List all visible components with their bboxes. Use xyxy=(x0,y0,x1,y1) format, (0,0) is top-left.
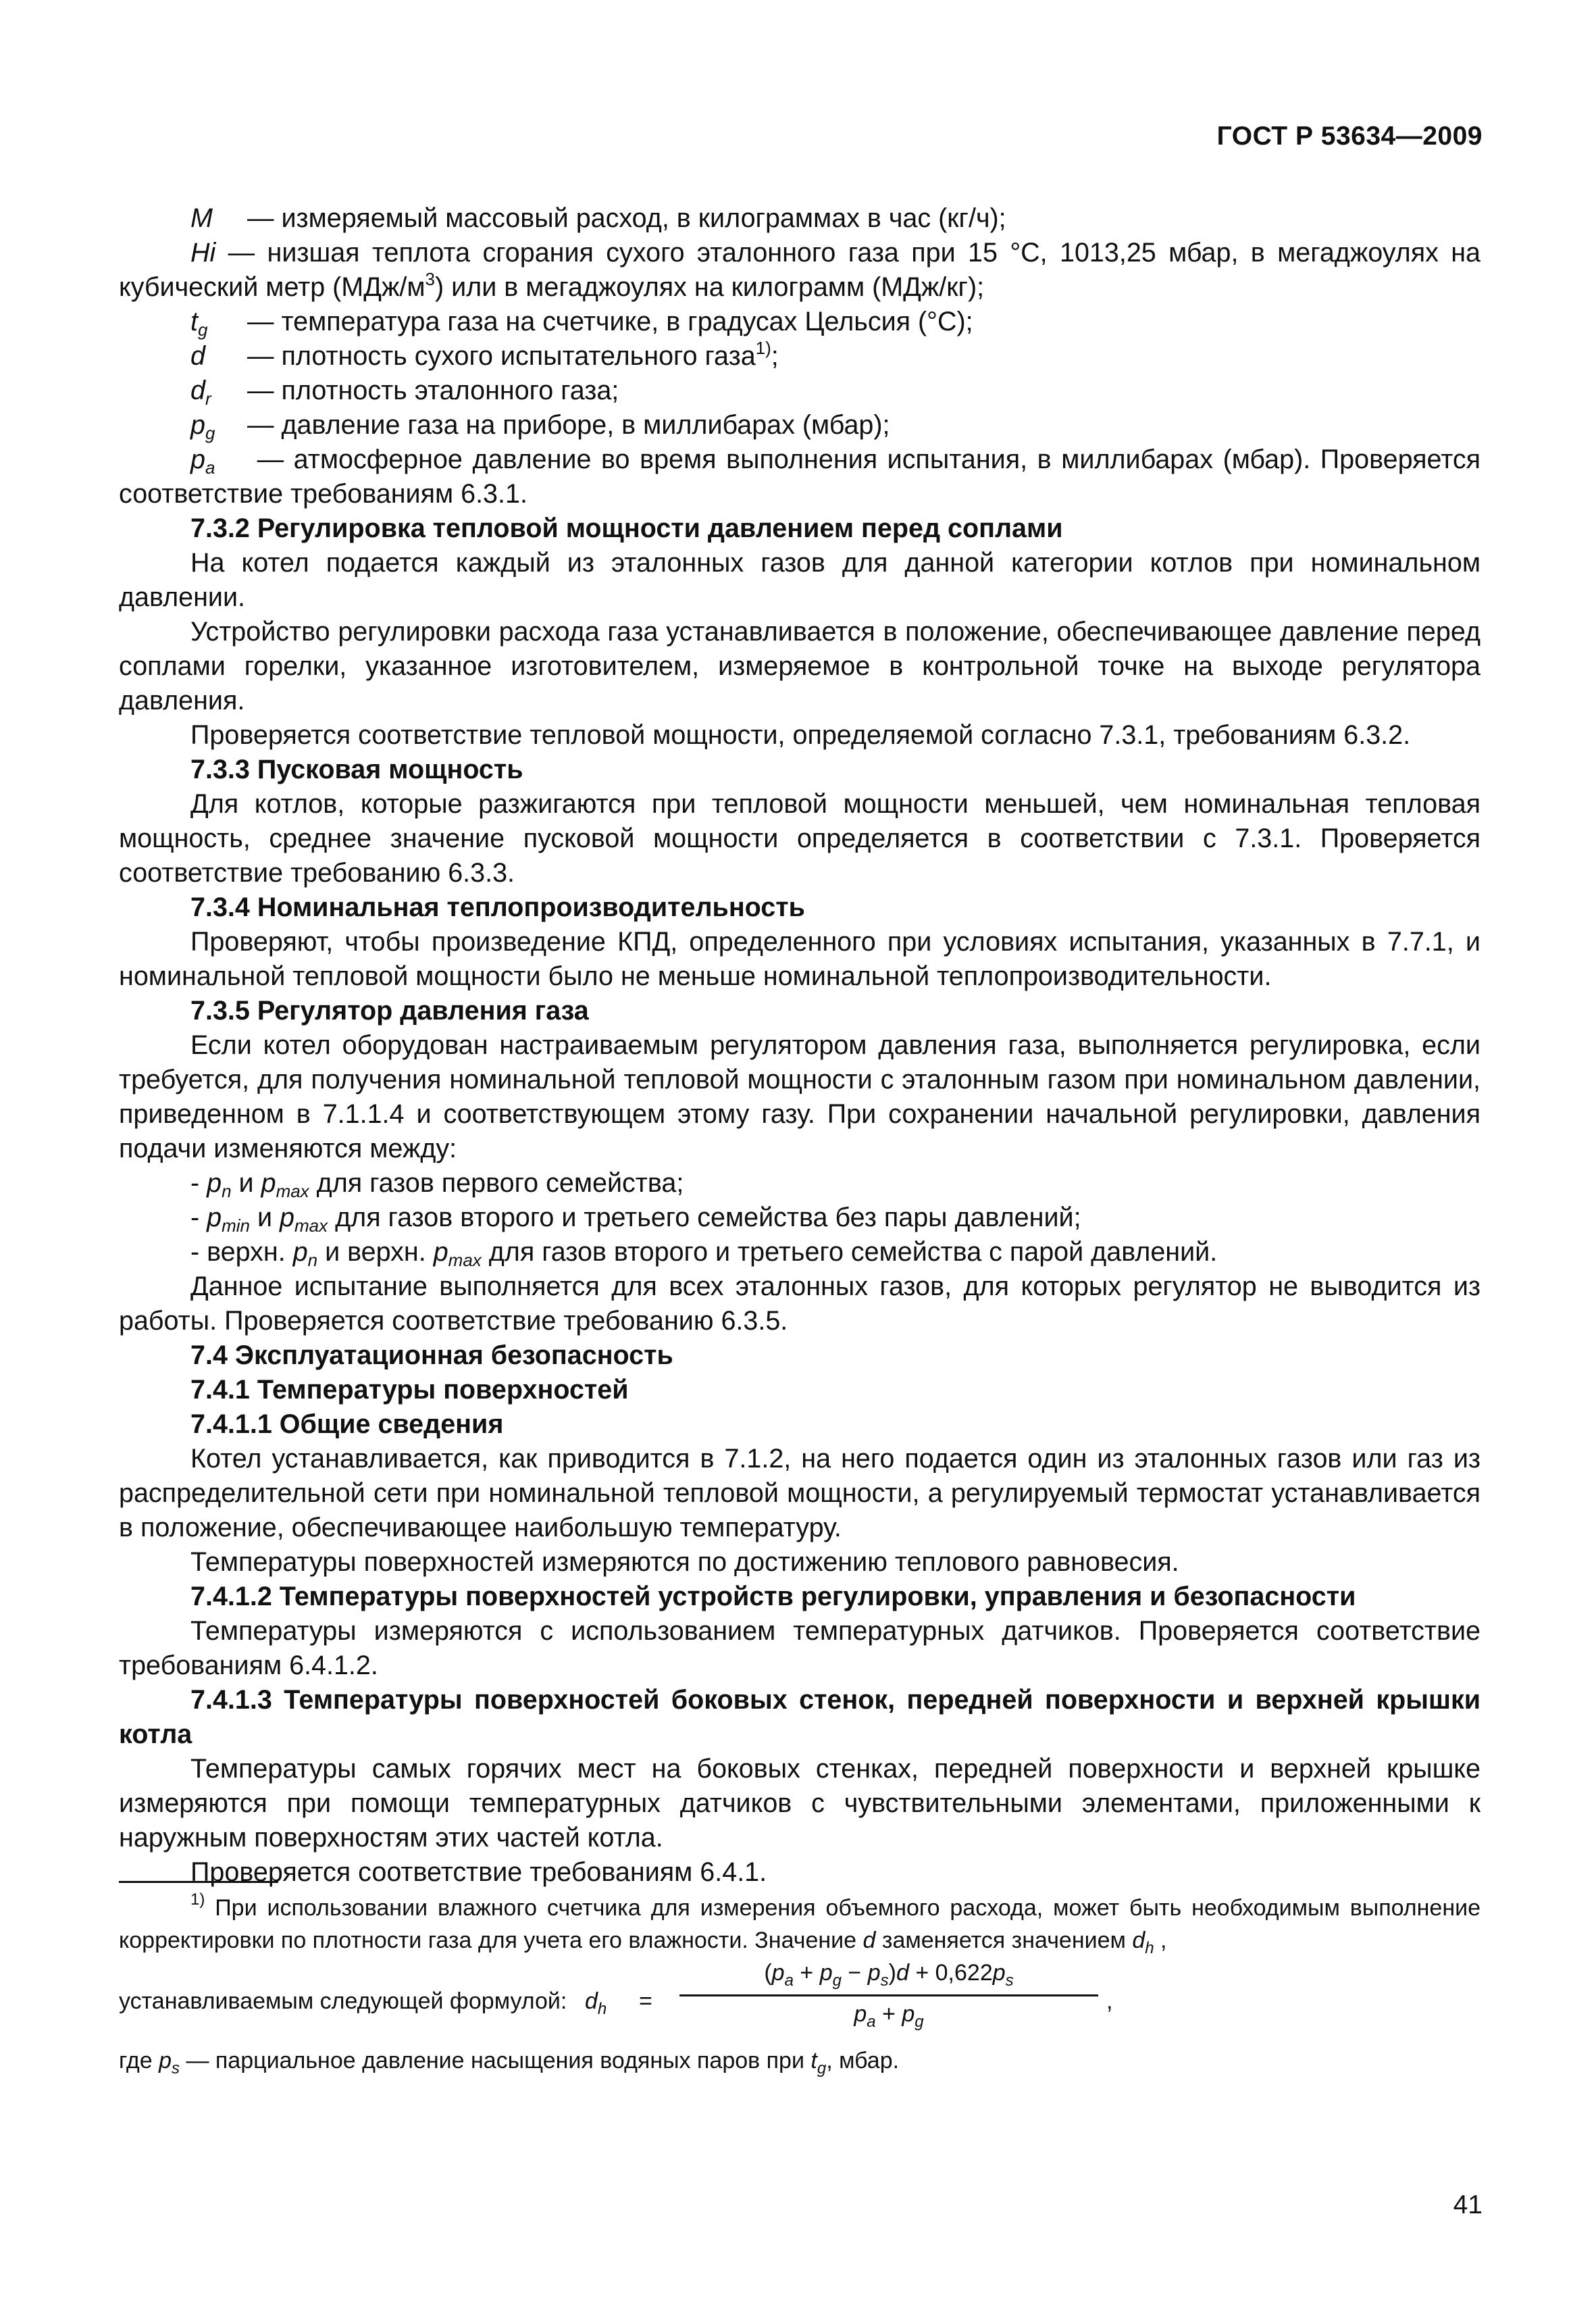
def-text-cont: ) или в мегаджоулях на килограмм (МДж/кг); xyxy=(434,272,985,302)
def-symbol: d xyxy=(190,341,205,371)
def-text: — давление газа на приборе, в миллибарах (мбар); xyxy=(247,410,890,440)
def-text: — атмосферное давление во время выполнения испытания, в миллибарах (мбар). Проверяется соответствие требованиям 6.3.1. xyxy=(119,445,1481,509)
heading-7-4-1-3: 7.4.1.3 Температуры поверхностей боковых стенок, передней поверхности и верхней крышки котла xyxy=(119,1685,1481,1749)
heading-7-4-1-2: 7.4.1.2 Температуры поверхностей устройств регулировки, управления и безопасности xyxy=(190,1582,1356,1611)
formula-label: устанавливаемым следующей формулой: xyxy=(119,1988,567,2014)
def-text: — плотность сухого испытательного газа xyxy=(247,341,756,371)
heading-7-4: 7.4 Эксплуатационная безопасность xyxy=(190,1340,673,1370)
heading-7-3-5: 7.3.5 Регулятор давления газа xyxy=(190,996,589,1026)
superscript: 3 xyxy=(425,269,435,289)
paragraph: На котел подается каждый из эталонных газов для данной категории котлов при номинальном давлении. xyxy=(119,548,1481,612)
heading-7-4-1: 7.4.1 Температуры поверхностей xyxy=(190,1375,629,1405)
formula-comma: , xyxy=(1106,1988,1113,2014)
list-item: - верхн. $p_n$ и верхн. $p_{max}$ для газов второго и третьего семейства с парой давлений. xyxy=(190,1237,1218,1270)
heading-7-3-3: 7.3.3 Пусковая мощность xyxy=(190,755,523,784)
def-text: — низшая теплота сгорания сухого эталонного газа при 15 °С, 1013,25 мбар, в мегаджоулях на кубический метр (МДж/м xyxy=(119,238,1481,302)
formula-fraction xyxy=(679,1957,1098,2030)
def-symbol: M xyxy=(190,203,213,233)
footnote-text: $^{1)}$ При использовании влажного счетчика для измерения объемного расхода, может быть необходимым выполнение корректировки по плотности газа для учета его влажности. Значение d заменяется значением $d_h$ , xyxy=(119,1890,1481,1957)
paragraph: Проверяется соответствие требованиям 6.4.1. xyxy=(190,1857,767,1887)
def-symbol: $p_g$ xyxy=(190,410,215,443)
def-text: — измеряемый массовый расход, в килограммах в час (кг/ч); xyxy=(247,203,1006,233)
formula-lhs: $d_h$ xyxy=(585,1988,607,2018)
formula-equals: = xyxy=(639,1988,652,2014)
def-text: — плотность эталонного газа; xyxy=(247,376,619,405)
heading-7-3-4: 7.3.4 Номинальная теплопроизводительность xyxy=(190,892,805,922)
def-symbol: $t_g$ xyxy=(190,307,208,340)
formula xyxy=(119,1957,1481,2044)
paragraph: Проверяют, чтобы произведение КПД, определенного при условиях испытания, указанных в 7.7.1, и номинальной тепловой мощности было не меньше номинальной теплопроизводительности. xyxy=(119,927,1481,991)
def-d: d — плотность сухого испытательного газа$^{1)}$; xyxy=(119,339,1481,374)
main-text xyxy=(119,201,1481,1890)
def-hi xyxy=(119,236,1481,305)
def-symbol: $p_a$ xyxy=(190,445,215,478)
formula-numerator: $(p_a + p_g - p_s)d + 0,622p_s$ xyxy=(764,1960,1014,1990)
paragraph: Устройство регулировки расхода газа устанавливается в положение, обеспечивающее давление перед соплами горелки, указанное изготовителем, измеряемое в контрольной точке на выходе регулятора давления. xyxy=(119,617,1481,715)
def-pa xyxy=(119,443,1481,511)
heading-7-4-1-1: 7.4.1.1 Общие сведения xyxy=(190,1409,504,1439)
paragraph: Температуры самых горячих мест на боковых стенках, передней поверхности и верхней крышке измеряются при помощи температурных датчиков с чувствительными элементами, приложенными к наружным поверхностям этих частей котла. xyxy=(119,1754,1481,1853)
def-pg xyxy=(119,408,1481,443)
paragraph: Котел устанавливается, как приводится в 7.1.2, на него подается один из эталонных газов или газ из распределительной сети при номинальной тепловой мощности, а регулируемый термостат устанавливается в положение, обеспечивающее наибольшую температуру. xyxy=(119,1444,1481,1542)
def-dr xyxy=(119,374,1481,408)
list-item: - $p_{min}$ и $p_{max}$ для газов второго и третьего семейства без пары давлений; xyxy=(190,1203,1081,1236)
paragraph: Температуры поверхностей измеряются по достижению теплового равновесия. xyxy=(190,1547,1179,1577)
footnote xyxy=(119,1892,1481,2077)
footnote-separator xyxy=(119,1881,278,1883)
paragraph: Данное испытание выполняется для всех эталонных газов, для которых регулятор не выводится из работы. Проверяется соответствие требованию 6.3.5. xyxy=(119,1272,1481,1336)
standard-header: ГОСТ Р 53634—2009 xyxy=(1216,122,1483,151)
def-tg xyxy=(119,305,1481,339)
formula-denominator: $p_a + p_g$ xyxy=(854,2001,924,2031)
heading-7-3-2: 7.3.2 Регулировка тепловой мощности давлением перед соплами xyxy=(190,513,1063,543)
paragraph: Температуры измеряются с использованием температурных датчиков. Проверяется соответствие требованиям 6.4.1.2. xyxy=(119,1616,1481,1680)
list-item: - $p_n$ и $p_{max}$ для газов первого семейства; xyxy=(190,1168,684,1201)
paragraph: Если котел оборудован настраиваемым регулятором давления газа, выполняется регулировка, если требуется, для получения номинальной тепловой мощности с эталонным газом при номинальном давлении, приведенном в 7.1.1.4 и соответствующем этому газу. При сохранении начальной регулировки, давления подачи изменяются между: xyxy=(119,1030,1481,1163)
def-text: — температура газа на счетчике, в градусах Цельсия (°С); xyxy=(247,307,973,336)
footnote-ref: 1) xyxy=(755,338,771,358)
footnote-where: где $p_s$ — парциальное давление насыщения водяных паров при $t_g$, мбар. xyxy=(119,2048,900,2078)
def-symbol: $d_r$ xyxy=(190,376,211,409)
def-symbol: Hi xyxy=(190,238,216,268)
paragraph: Проверяется соответствие тепловой мощности, определяемой согласно 7.3.1, требованиям 6.3.2. xyxy=(190,720,1411,750)
fraction-bar xyxy=(679,1994,1098,1996)
page-number: 41 xyxy=(1453,2190,1483,2219)
footnote-mark: 1) xyxy=(190,1890,205,1909)
def-m xyxy=(119,201,1481,236)
paragraph: Для котлов, которые разжигаются при тепловой мощности меньшей, чем номинальная тепловая мощность, среднее значение пусковой мощности определяется в соответствии с 7.3.1. Проверяется соответствие требованию 6.3.3. xyxy=(119,789,1481,888)
